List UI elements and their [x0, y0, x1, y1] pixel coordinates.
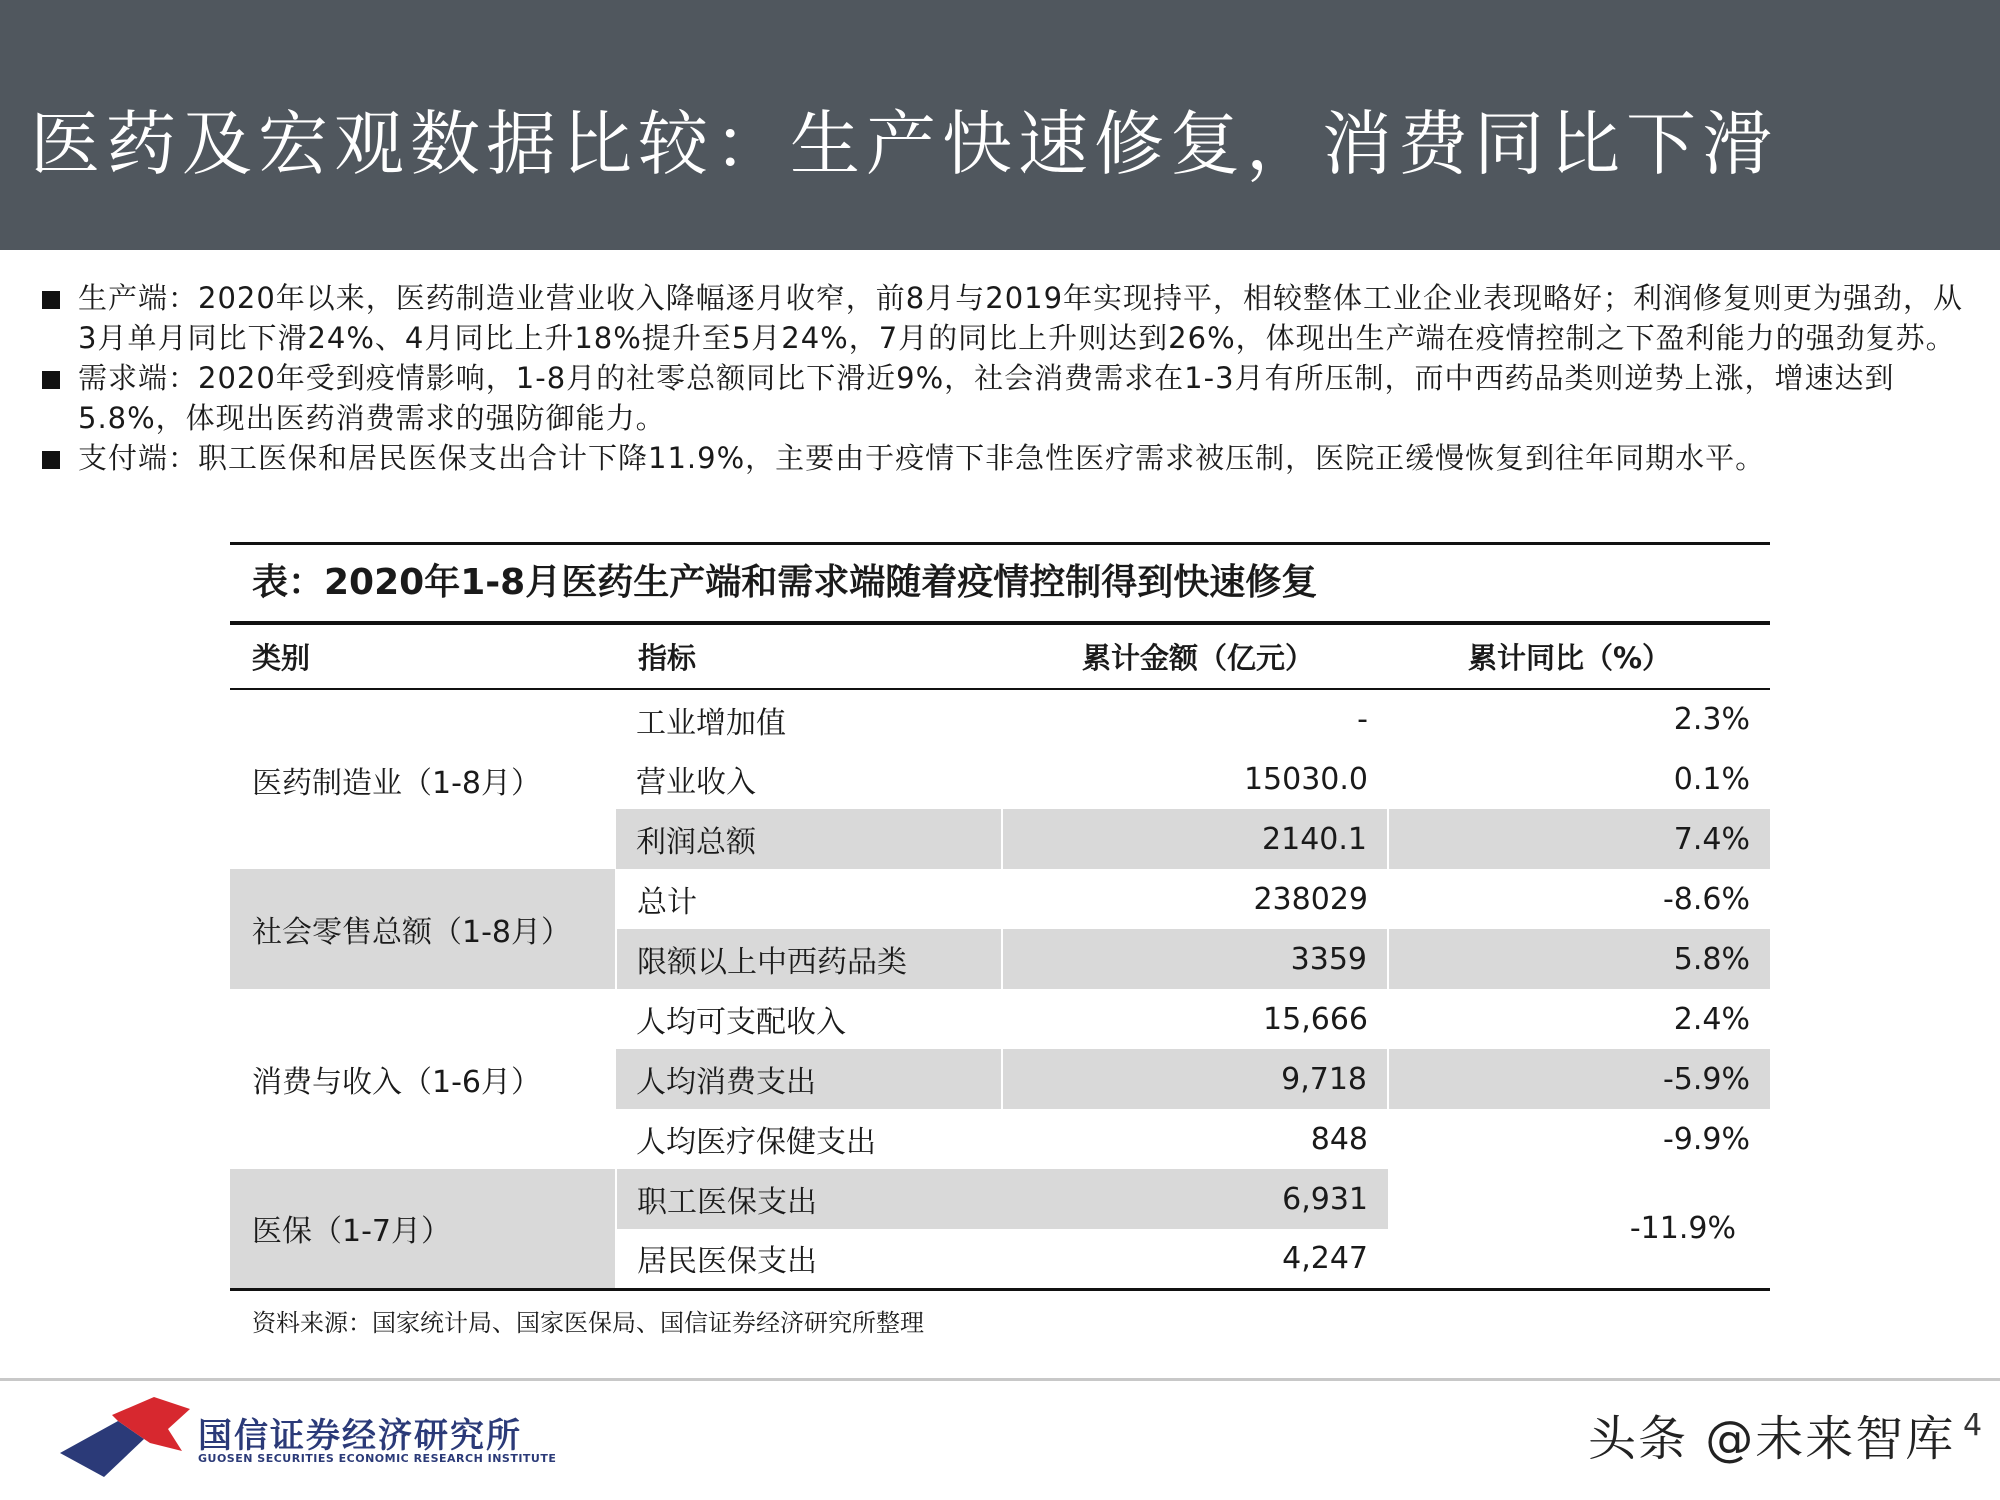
bullet-demand: [40, 358, 1970, 438]
amount-cell: 4,247: [1002, 1229, 1388, 1289]
footer-divider: [0, 1378, 2000, 1381]
bullet-text: 需求端：2020年受到疫情影响，1-8月的社零总额同比下滑近9%，社会消费需求在1-3月有所压制，而中西药品类则逆势上涨，增速达到5.8%，体现出医药消费需求的强防御能力。: [78, 361, 1895, 435]
bullet-square-icon: [42, 371, 60, 389]
header-amount: 累计金额（亿元）: [1002, 625, 1388, 689]
page-number: 4: [1963, 1408, 1983, 1443]
amount-cell: 9,718: [1002, 1049, 1388, 1109]
data-table: [230, 625, 1770, 1291]
yoy-cell: -9.9%: [1662, 1121, 1750, 1157]
amount-cell: 3359: [1002, 929, 1388, 989]
yoy-cell: -5.9%: [1388, 1049, 1770, 1109]
table-caption: 表：2020年1-8月医药生产端和需求端随着疫情控制得到快速修复: [230, 542, 1770, 625]
bullet-square-icon: [42, 451, 60, 469]
indicator-cell: 人均消费支出: [616, 1049, 1002, 1109]
table-header-row: [230, 625, 1770, 689]
indicator-cell: 工业增加值: [636, 705, 786, 741]
indicator-cell: 营业收入: [636, 765, 756, 800]
logo-cn-text: 国信证券经济研究所: [198, 1416, 522, 1456]
indicator-cell: 利润总额: [616, 809, 1002, 869]
amount-cell: 238029: [1253, 881, 1368, 917]
table-row: [230, 869, 1770, 929]
yoy-cell: 2.3%: [1673, 702, 1750, 737]
indicator-cell: 人均医疗保健支出: [636, 1125, 876, 1160]
amount-cell: 6,931: [1002, 1169, 1388, 1229]
indicator-cell: 限额以上中西药品类: [616, 929, 1002, 989]
yoy-cell: 2.4%: [1673, 1001, 1750, 1037]
indicator-cell: 总计: [637, 885, 697, 920]
guosen-logo-icon: [58, 1395, 194, 1485]
category-cell: 医保（1-7月）: [230, 1169, 616, 1289]
indicator-cell: 人均可支配收入: [636, 1005, 846, 1040]
page-title: 医药及宏观数据比较：生产快速修复，消费同比下滑: [30, 103, 1778, 185]
merged-yoy-cell: -11.9%: [1388, 1169, 1770, 1289]
table-row: [230, 989, 1770, 1049]
table-source-note: 资料来源：国家统计局、国家医保局、国信证券经济研究所整理: [252, 1308, 924, 1337]
amount-cell: -: [1357, 702, 1368, 737]
category-cell: 消费与收入（1-6月）: [252, 1065, 541, 1100]
header-indicator: 指标: [616, 625, 1002, 689]
amount-cell: 15,666: [1263, 1001, 1368, 1037]
amount-cell: 15030.0: [1243, 761, 1368, 797]
indicator-cell: 居民医保支出: [616, 1229, 1002, 1289]
bullet-production: [40, 278, 1970, 358]
category-cell: 医药制造业（1-8月）: [252, 765, 541, 801]
bullet-text: 支付端：职工医保和居民医保支出合计下降11.9%，主要由于疫情下非急性医疗需求被压制，医院正缓慢恢复到往年同期水平。: [78, 441, 1766, 475]
bullet-square-icon: [42, 291, 60, 309]
indicator-cell: 职工医保支出: [616, 1169, 1002, 1229]
yoy-cell: 7.4%: [1388, 809, 1770, 869]
table-row: [230, 689, 1770, 749]
yoy-cell: -8.6%: [1662, 881, 1750, 917]
bullet-list: [40, 278, 1970, 478]
header-category: 类别: [230, 625, 616, 689]
header-yoy: 累计同比（%）: [1388, 625, 1770, 689]
watermark-text: 头条 @未来智库: [1588, 1411, 1956, 1467]
header-band: [0, 0, 2000, 250]
yoy-cell: 0.1%: [1673, 761, 1750, 797]
bullet-payment: [40, 438, 1970, 478]
category-cell: 社会零售总额（1-8月）: [230, 869, 616, 989]
bullet-text: 生产端：2020年以来，医药制造业营业收入降幅逐月收窄，前8月与2019年实现持平，相较整体工业企业表现略好；利润修复则更为强劲，从3月单月同比下滑24%、4月同比上升18%提升至5月24%，7月的同比上升则达到26%，体现出生产端在疫情控制之下盈利能力的强劲复苏。: [78, 281, 1964, 355]
logo-en-text: GUOSEN SECURITIES ECONOMIC RESEARCH INSTITUTE: [198, 1452, 557, 1465]
yoy-cell: 5.8%: [1388, 929, 1770, 989]
table-row: [230, 1169, 1770, 1229]
amount-cell: 848: [1310, 1121, 1368, 1157]
data-table-section: [230, 542, 1770, 1338]
amount-cell: 2140.1: [1002, 809, 1388, 869]
